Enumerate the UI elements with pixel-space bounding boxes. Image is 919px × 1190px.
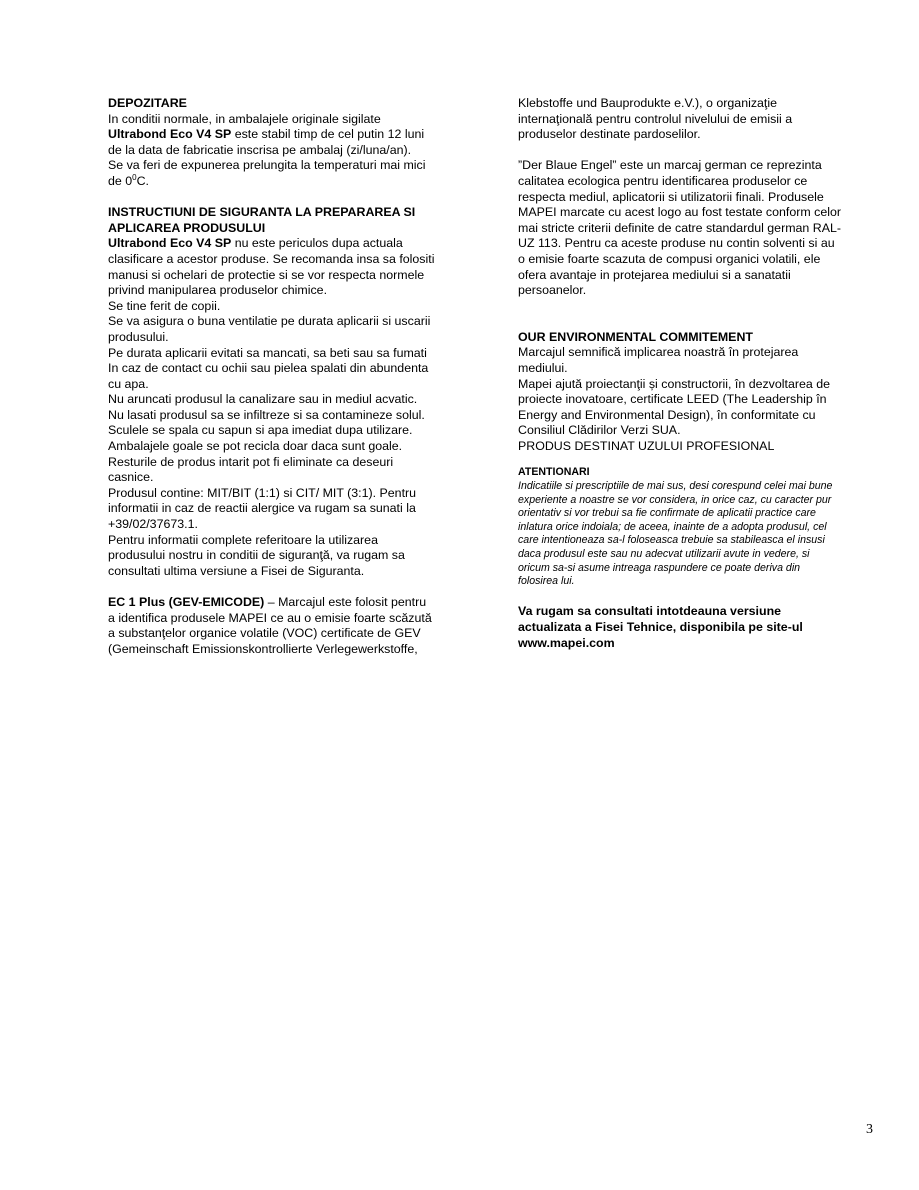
body-line: o emisie foarte scazuta de compusi organici volatili, ele xyxy=(518,251,821,266)
body-line: Se tine ferit de copii. xyxy=(108,298,221,313)
safety-heading: INSTRUCTIUNI DE SIGURANTA LA PREPARAREA SI xyxy=(108,205,416,220)
body-line: de la data de fabricatie inscrisa pe ambalaj (zi/luna/an). xyxy=(108,142,412,157)
body-line: +39/02/37673.1. xyxy=(108,517,198,532)
disclaimer-line: daca produsul este sau nu adecvat utilizarii avute in vedere, si xyxy=(518,548,810,561)
body-line: calitatea ecologica pentru identificarea produselor ce xyxy=(518,173,808,188)
environment-heading: OUR ENVIRONMENTAL COMMITEMENT xyxy=(518,329,753,344)
storage-heading: DEPOZITARE xyxy=(108,96,187,110)
body-line: MAPEI marcate cu acest logo au fost testate conform celor xyxy=(518,205,841,220)
body-line: Nu lasati produsul sa se infiltreze si sa contamineze solul. xyxy=(108,407,425,422)
disclaimer-line: orientativ si vor trebui sa fie confirmate de aplicatii practice care xyxy=(518,507,816,520)
body-line: Klebstoffe und Bauprodukte e.V.), o organizaţie xyxy=(518,96,778,110)
body-line: ”Der Blaue Engel” este un marcaj german ce reprezinta xyxy=(518,158,822,173)
body-line: produselor destinate pardoselilor. xyxy=(518,127,701,142)
body-line: In caz de contact cu ochii sau pielea spalati din abundenta xyxy=(108,361,429,376)
body-line: Ultrabond Eco V4 SP nu este periculos dupa actuala xyxy=(108,236,403,251)
final-note-line: actualizata a Fisei Tehnice, disponibila pe site-ul xyxy=(518,620,803,634)
body-line: PRODUS DESTINAT UZULUI PROFESIONAL xyxy=(518,438,775,453)
body-line: informatii in caz de reactii alergice va rugam sa sunati la xyxy=(108,501,416,516)
body-line: Mapei ajută proiectanţii și constructorii, în dezvoltarea de xyxy=(518,376,830,391)
body-line: de $0^0C$. xyxy=(108,172,149,188)
body-line: Ultrabond Eco V4 SP este stabil timp de cel putin 12 luni xyxy=(108,127,425,142)
warnings-heading: ATENTIONARI xyxy=(518,466,590,479)
body-line: mai stricte criterii definite de catre standardul german RAL- xyxy=(518,220,841,235)
body-line: Se va asigura o buna ventilatie pe durata aplicarii si uscarii xyxy=(108,314,431,329)
website-link[interactable]: www.mapei.com xyxy=(518,635,615,650)
safety-heading-cont: APLICAREA PRODUSULUI xyxy=(108,220,266,235)
disclaimer-line: folosirea lui. xyxy=(518,575,575,588)
disclaimer-line: inlatura orice indoiala; de aceea, inainte de a adopta produsul, cel xyxy=(518,520,827,533)
body-line: EC 1 Plus (GEV-EMICODE) – Marcajul este folosit pentru xyxy=(108,595,427,609)
final-note-line: Va rugam sa consultati intotdeauna versiune xyxy=(518,604,782,619)
ec1-label: EC 1 Plus (GEV-EMICODE) xyxy=(108,595,265,609)
product-name: Ultrabond Eco V4 SP xyxy=(108,127,232,142)
body-line: privind manipularea produselor chimice. xyxy=(108,283,328,298)
body-line: UZ 113. Pentru ca aceste produse nu contin solventi si au xyxy=(518,236,835,251)
right-column xyxy=(518,96,878,651)
product-name: Ultrabond Eco V4 SP xyxy=(108,236,232,251)
body-line: Nu aruncati produsul la canalizare sau in mediul acvatic. xyxy=(108,392,418,407)
body-line: casnice. xyxy=(108,470,154,485)
body-line: Se va feri de expunerea prelungita la temperaturi mai mici xyxy=(108,158,426,173)
body-line: Energy and Environmental Design), în conformitate cu xyxy=(518,407,816,422)
disclaimer-line: care intentioneaza sa-l foloseasca trebuie sa stabileasca el insusi xyxy=(518,534,825,547)
body-line: mediului. xyxy=(518,360,568,375)
body-line: a substanţelor organice volatile (VOC) certificate de GEV xyxy=(108,626,421,641)
body-line: ofera avantaje in protejarea mediului si a sanatatii xyxy=(518,267,791,282)
body-line: a identifica produsele MAPEI ce au o emisie foarte scăzută xyxy=(108,610,432,625)
body-line: Pe durata aplicarii evitati sa mancati, sa beti sau sa fumati xyxy=(108,345,427,360)
body-line: consultati ultima versiune a Fisei de Siguranta. xyxy=(108,563,365,578)
body-line: clasificare a acestor produse. Se recomanda insa sa folositi xyxy=(108,251,435,266)
disclaimer-line: experiente a noastre se vor considera, in orice caz, cu caracter pur xyxy=(518,493,832,506)
disclaimer-line: oricum sa-si asume intreaga raspundere ce poate deriva din xyxy=(518,561,801,574)
disclaimer-line: Indicatiile si prescriptiile de mai sus, desi corespund celei mai bune xyxy=(518,480,833,493)
body-line: Marcajul semnifică implicarea noastră în protejarea xyxy=(518,345,799,360)
body-line: Consiliul Clădirilor Verzi SUA. xyxy=(518,423,681,438)
left-column xyxy=(108,96,470,657)
body-line: (Gemeinschaft Emissionskontrollierte Verlegewerkstoffe, xyxy=(108,641,418,656)
body-line: Pentru informatii complete referitoare la utilizarea xyxy=(108,532,378,547)
body-line: Ambalajele goale se pot recicla doar daca sunt goale. xyxy=(108,439,403,454)
body-line: proiecte inovatoare, certificate LEED (The Leadership în xyxy=(518,392,827,407)
body-line: internaţională pentru controlul nivelului de emisii a xyxy=(518,111,793,126)
body-line: persoanelor. xyxy=(518,283,587,298)
page-number: 3 xyxy=(866,1122,873,1137)
body-line: respecta mediul, aplicatorii si utilizatorii finali. Produsele xyxy=(518,189,824,204)
body-line: Produsul contine: MIT/BIT (1:1) si CIT/ MIT (3:1). Pentru xyxy=(108,485,417,500)
body-line: produsului. xyxy=(108,329,169,344)
body-line: Resturile de produs intarit pot fi eliminate ca deseuri xyxy=(108,454,394,469)
body-line: produsului nostru in conditii de siguranţă, va rugam sa xyxy=(108,548,405,563)
body-line: manusi si ochelari de protectie si se vor respecta normele xyxy=(108,267,425,282)
body-line: cu apa. xyxy=(108,376,149,391)
body-line: Sculele se spala cu sapun si apa imediat dupa utilizare. xyxy=(108,423,413,438)
body-line: In conditii normale, in ambalajele originale sigilate xyxy=(108,111,381,126)
